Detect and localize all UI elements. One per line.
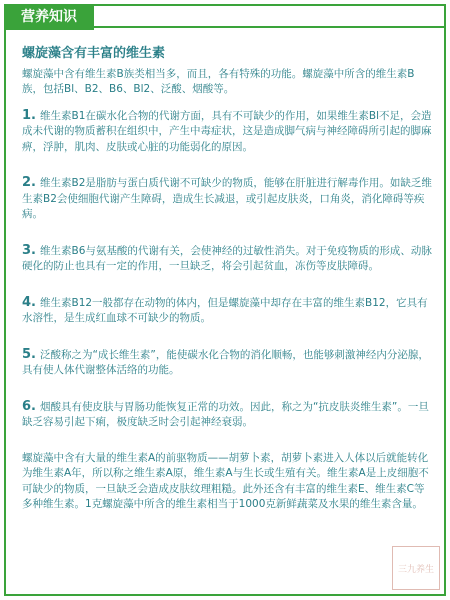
- article-title: 螺旋藻含有丰富的维生素: [22, 46, 166, 61]
- item-number: 1.: [22, 107, 36, 123]
- item-number: 2.: [22, 175, 36, 190]
- list-item: [22, 175, 432, 223]
- item-text: 维生素B1在碳水化合物的代谢方面，具有不可缺少的作用，如果维生素Bl不足，会造成未代谢的物质蓄积在组织中，产生中毒症状，这是造成脚气病与神经障碍所引起的脚麻痹，浮肿，肌肉、皮肤或心脏的功能弱化的原因。: [22, 109, 432, 153]
- section-tab: 营养知识: [4, 4, 94, 30]
- item-text: 维生素B2是脂肪与蛋白质代谢不可缺少的物质，能够在肝脏进行解毒作用。如缺乏维生素B2会使细胞代谢产生障碍，造成生长减退，或引起皮肤炎，口角炎，消化障碍等疾病。: [22, 177, 432, 220]
- item-number: 3.: [22, 242, 36, 258]
- item-number: 5.: [22, 346, 36, 362]
- watermark-seal: 三九养生: [392, 546, 440, 590]
- header-divider: [94, 26, 446, 28]
- item-text: 维生素B6与氨基酸的代谢有关，会使神经的过敏性消失。对于免疫物质的形成、动脉硬化的防止也具有一定的作用，一旦缺乏，将会引起贫血，冻伤等皮肤障碍。: [22, 244, 432, 272]
- item-text: 维生素B12一般都存在动物的体内，但是螺旋藻中却存在丰富的维生素B12，它具有水溶性，是生成红血球不可缺少的物质。: [22, 296, 428, 324]
- list-item: [22, 108, 432, 156]
- list-item: [22, 347, 432, 379]
- list-item: [22, 243, 432, 275]
- list-item: [22, 295, 432, 327]
- article: [22, 46, 432, 533]
- article-intro: 螺旋藻中含有维生素B族类相当多，而且，各有特殊的功能。螺旋藻中所含的维生素B族，包括Bl、B2、B6、Bl2、泛酸、烟酸等。: [22, 67, 415, 95]
- item-text: 烟酸具有使皮肤与胃肠功能恢复正常的功效。因此，称之为“抗皮肤炎维生素”。一旦缺乏容易引起下痢，极度缺乏时会引起神经衰弱。: [22, 400, 429, 428]
- article-closing: 螺旋藻中含有大量的维生素A的前驱物质——胡萝卜素，胡萝卜素进入人体以后就能转化为维生素A年，所以称之维生素A原，维生素A与生长或生殖有关。维生素A是上皮细胞不可缺少的物质，一旦缺乏会造成皮肤纹理粗糙。此外还含有丰富的维生素E、维生素C等多种维生素。1克螺旋藻中所含的维生素相当于1000克新鲜蔬菜及水果的维生素含量。: [22, 451, 429, 510]
- item-number: 6.: [22, 398, 36, 414]
- item-text: 泛酸称之为“成长维生素”，能使碳水化合物的消化顺畅，也能够刺激神经内分泌腺，具有使人体代谢整体活络的功能。: [22, 348, 429, 376]
- list-item: [22, 399, 432, 431]
- item-number: 4.: [22, 294, 36, 310]
